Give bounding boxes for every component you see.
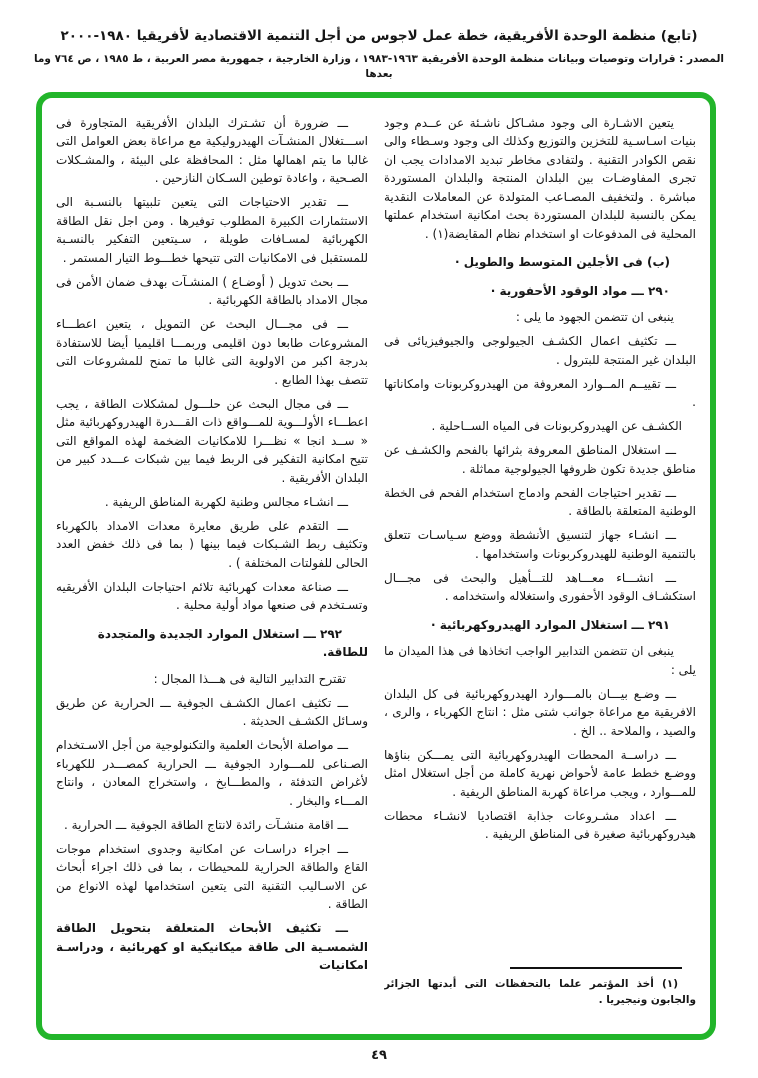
paragraph: ينبغى ان تتضمن الجهود ما يلى :	[515, 310, 674, 324]
page-number: ٤٩	[371, 1048, 387, 1063]
paragraph: ـــ اجراء دراسـات عن امكانية وجدوى استخدام موجات القاع والطاقة الحرارية للمحيطات ، بما فى ذلك اجراء أبحاث عن الاسـاليب التقنية التى يتعين استخدامها لهذه الانواع من الطاقة .	[56, 841, 368, 911]
paragraph: ـــ تكثيف اعمال الكشـف الجيولوجى والجيوفيزيائى فى البلدان غير المنتجة للبترول .	[384, 334, 696, 367]
section-heading: ٢٩٢ ـــ استغلال الموارد الجديدة والمتجددة للطاقة.	[97, 626, 368, 659]
column-left	[56, 108, 368, 1008]
paragraph: الكشـف عن الهيدروكربونات فى المياه الســاحلية .	[431, 419, 682, 433]
two-column-layout	[42, 98, 710, 1016]
header-title: (تابع) منظمة الوحدة الأفريقية، خطة عمل لاجوس من أجل التنمية الاقتصادية لأفريقيا ١٩٨٠-٢٠٠٠	[60, 28, 698, 44]
paragraph: ـــ تقييــم المــوارد المعروفة من الهيدروكربونات وامكاناتها .	[384, 376, 696, 409]
paragraph: ـــ تقدير الاحتياجات التى يتعين تلبيتها بالنسـبة الى الاستثمارات الكبيرة المطلوب توفيرها . ومن اجل نقل الطاقة الكهربائية لمسـافات طويلة ، سـيتعين التفكير بالنسـبة للمستقبل فى الامكانيات التى تتيحها خطـــوط التيار المستمر .	[56, 195, 368, 265]
paragraph: ـــ بحث تدويل ( أوضـاع ) المنشـآت بهدف ضمان الأمن فى مجال الامداد بالطاقة الكهربائية .	[56, 274, 368, 307]
section-heading: ٢٩٠ ـــ مواد الوقود الأحفورية ·	[490, 283, 670, 298]
paragraph: ـــ التقدم على طريق معايرة معدات الامداد بالكهرباء وتكثيف ربط الشـبكات فيما بينها ( بما فى ذلك خفض العدد الحالى للفولتات المختلفة ) .	[56, 518, 368, 570]
column-right-blocks	[384, 108, 696, 849]
paragraph: ـــ انشـــاء معـــاهد للتـــأهيل والبحث فى مجـــال استكشـاف الوقود الأحفورى واستغلاله واستخدامه .	[384, 570, 696, 603]
paragraph: ينبغى ان تتضمن التدابير الواجب اتخاذها فى هذا الميدان ما يلى :	[384, 644, 696, 677]
column-right	[384, 108, 696, 1008]
header-source-line: المصدر : قرارات وتوصيات وبيانات منظمة الوحدة الأفريقية ١٩٦٣-١٩٨٣ ، وزارة الخارجية ، جمهورية مصر العربية ، ط ١٩٨٥ ، ص ٧٦٤ وما بعدها	[33, 53, 725, 80]
footnote-area	[384, 963, 696, 1008]
paragraph: ـــ انشـاء جهاز لتنسيق الأنشطة ووضع سـياسـات تتعلق بالتنمية الوطنية للهيدروكربونات واستخدامها .	[384, 528, 696, 561]
paragraph: ـــ دراســة المحطات الهيدروكهربائية التى يمـــكن بناؤها ووضـع خطط عامة لأحواض نهرية كاملة من أجل استغلال امثل للمـــوارد ، ويجب مراعاة كهربة المناطق الريفية .	[384, 747, 696, 799]
section-heading: ٢٩١ ـــ استغلال الموارد الهيدروكهربائية ·	[430, 617, 670, 632]
paragraph: ـــ اعداد مشـروعات جذابة اقتصاديا لانشـاء محطات هيدروكهربائية صغيرة فى المناطق الريفية .	[384, 808, 696, 841]
footnote-rule	[510, 967, 682, 969]
paragraph: ـــ تكثيف اعمال الكشـف الجوفية ـــ الحرارية عن طريق وسـائل الكشـف الحديثة .	[56, 695, 368, 728]
paragraph: ـــ ضرورة أن تشـترك البلدان الأفريقية المتجاورة فى اســـتغلال المنشـآت الهيدروليكية مع مراعاة بعض العوامل التى غالبا ما يتم اهمالها مثل : المحافظة على البيئة ، والمشـكلات الصـحية ، واعادة توطين السـكان النازحين .	[56, 115, 368, 185]
green-frame	[36, 92, 716, 1040]
paragraph: ـــ استغلال المناطق المعروفة بثرائها بالفحم والكشـف عن مناطق جديدة تكون ظروفها الجيولوجية مماثلة .	[384, 443, 696, 476]
paragraph: ـــ صناعة معدات كهربائية تلائم احتياجات البلدان الأفريقيه وتسـتخدم فى صنعها مواد أولية محلية .	[56, 579, 368, 612]
section-heading: (ب) فى الأجلين المتوسط والطويل ·	[454, 255, 670, 269]
paragraph: تقترح التدابير التالية فى هـــذا المجال :	[153, 671, 346, 686]
document-header	[0, 0, 758, 82]
paragraph: ـــ انشـاء مجالس وطنية لكهربة المناطق الريفية .	[104, 494, 348, 509]
paragraph: يتعين الاشـارة الى وجود مشـاكل ناشـئة عن عــدم وجود بنيات اسـاسـية للتخزين والتوزيع وكذلك الى وجود وسـطاء والى نقص الكوادر التقنية . ولتفادى مخاطر تبديد الامدادات يجب ان تجرى المفاوضـات بين البلدان المنتجة والبلدان المستوردة مباشرة . ولتخفيف المصـاعب المتولدة عن المعاملات النقدية يمكن بالنسبة للبلدان المستوردة بحث امكانية استخدام عملتها المحلية فى المدفوعات او استخدام نظام المقايضة(١) .	[384, 115, 696, 241]
footnote-text: (١) أخذ المؤتمر علما بالتحفظات التى أبدتها الجزائر والجابون ونيجيريا .	[384, 978, 696, 1006]
column-left-blocks	[56, 108, 368, 980]
paragraph: ـــ فى مجال البحث عن حلـــول لمشكلات الطاقة ، يجب اعطـــاء الأولـــوية للمـــواقع ذات القـــدرة الهيدروكهربائية مثل « ســد انجا » نظـــرا للامكانيات الضخمة لهذه المواقع التى تتيح امكانية التفكير فى الربط فيما بين شبكات عـــدد كبير من البلدان الأفريقية .	[56, 396, 368, 485]
paragraph: ـــ مواصلة الأبحاث العلمية والتكنولوجية من أجل الاسـتخدام الصـناعى للمـــوارد الجوفية ـــ الحرارية كمصـــدر للكهرباء لأغراض التدفئة ، والمطـــابخ ، واستخراج المعادن ، وانتاج المـــاء والبخار .	[56, 738, 368, 808]
paragraph: ـــ اقامة منشـآت رائدة لانتاج الطاقة الجوفية ـــ الحرارية .	[64, 817, 348, 832]
paragraph: ـــ وضـع بيـــان بالمـــوارد الهيدروكهربائية فى كل البلدان الافريقية مع مراعاة جوانب شتى مثل : انتاج الكهرباء ، والرى ، والصيد ، والملاحة .. الخ .	[384, 686, 696, 738]
paragraph: ـــ تقدير احتياجات الفحم وادماج استخدام الفحم فى الخطة الوطنية المتعلقة بالطاقة .	[384, 485, 696, 518]
paragraph: ـــ تكثيف الأبحاث المتعلقة بتحويل الطاقة الشمسـية الى طاقة ميكانيكية او كهربائية ، ودراسـة امكانيات	[56, 921, 368, 972]
paragraph: ـــ فى مجـــال البحث عن التمويل ، يتعين اعطـــاء المشروعات طابعا دون اقليمى وربمـــا اقليميا أيضا للاستفادة بدرجة اكبر من الاولوية التى غالبا ما تمنح للمشروعات التى تتصف بهذا الطابع .	[56, 317, 368, 387]
